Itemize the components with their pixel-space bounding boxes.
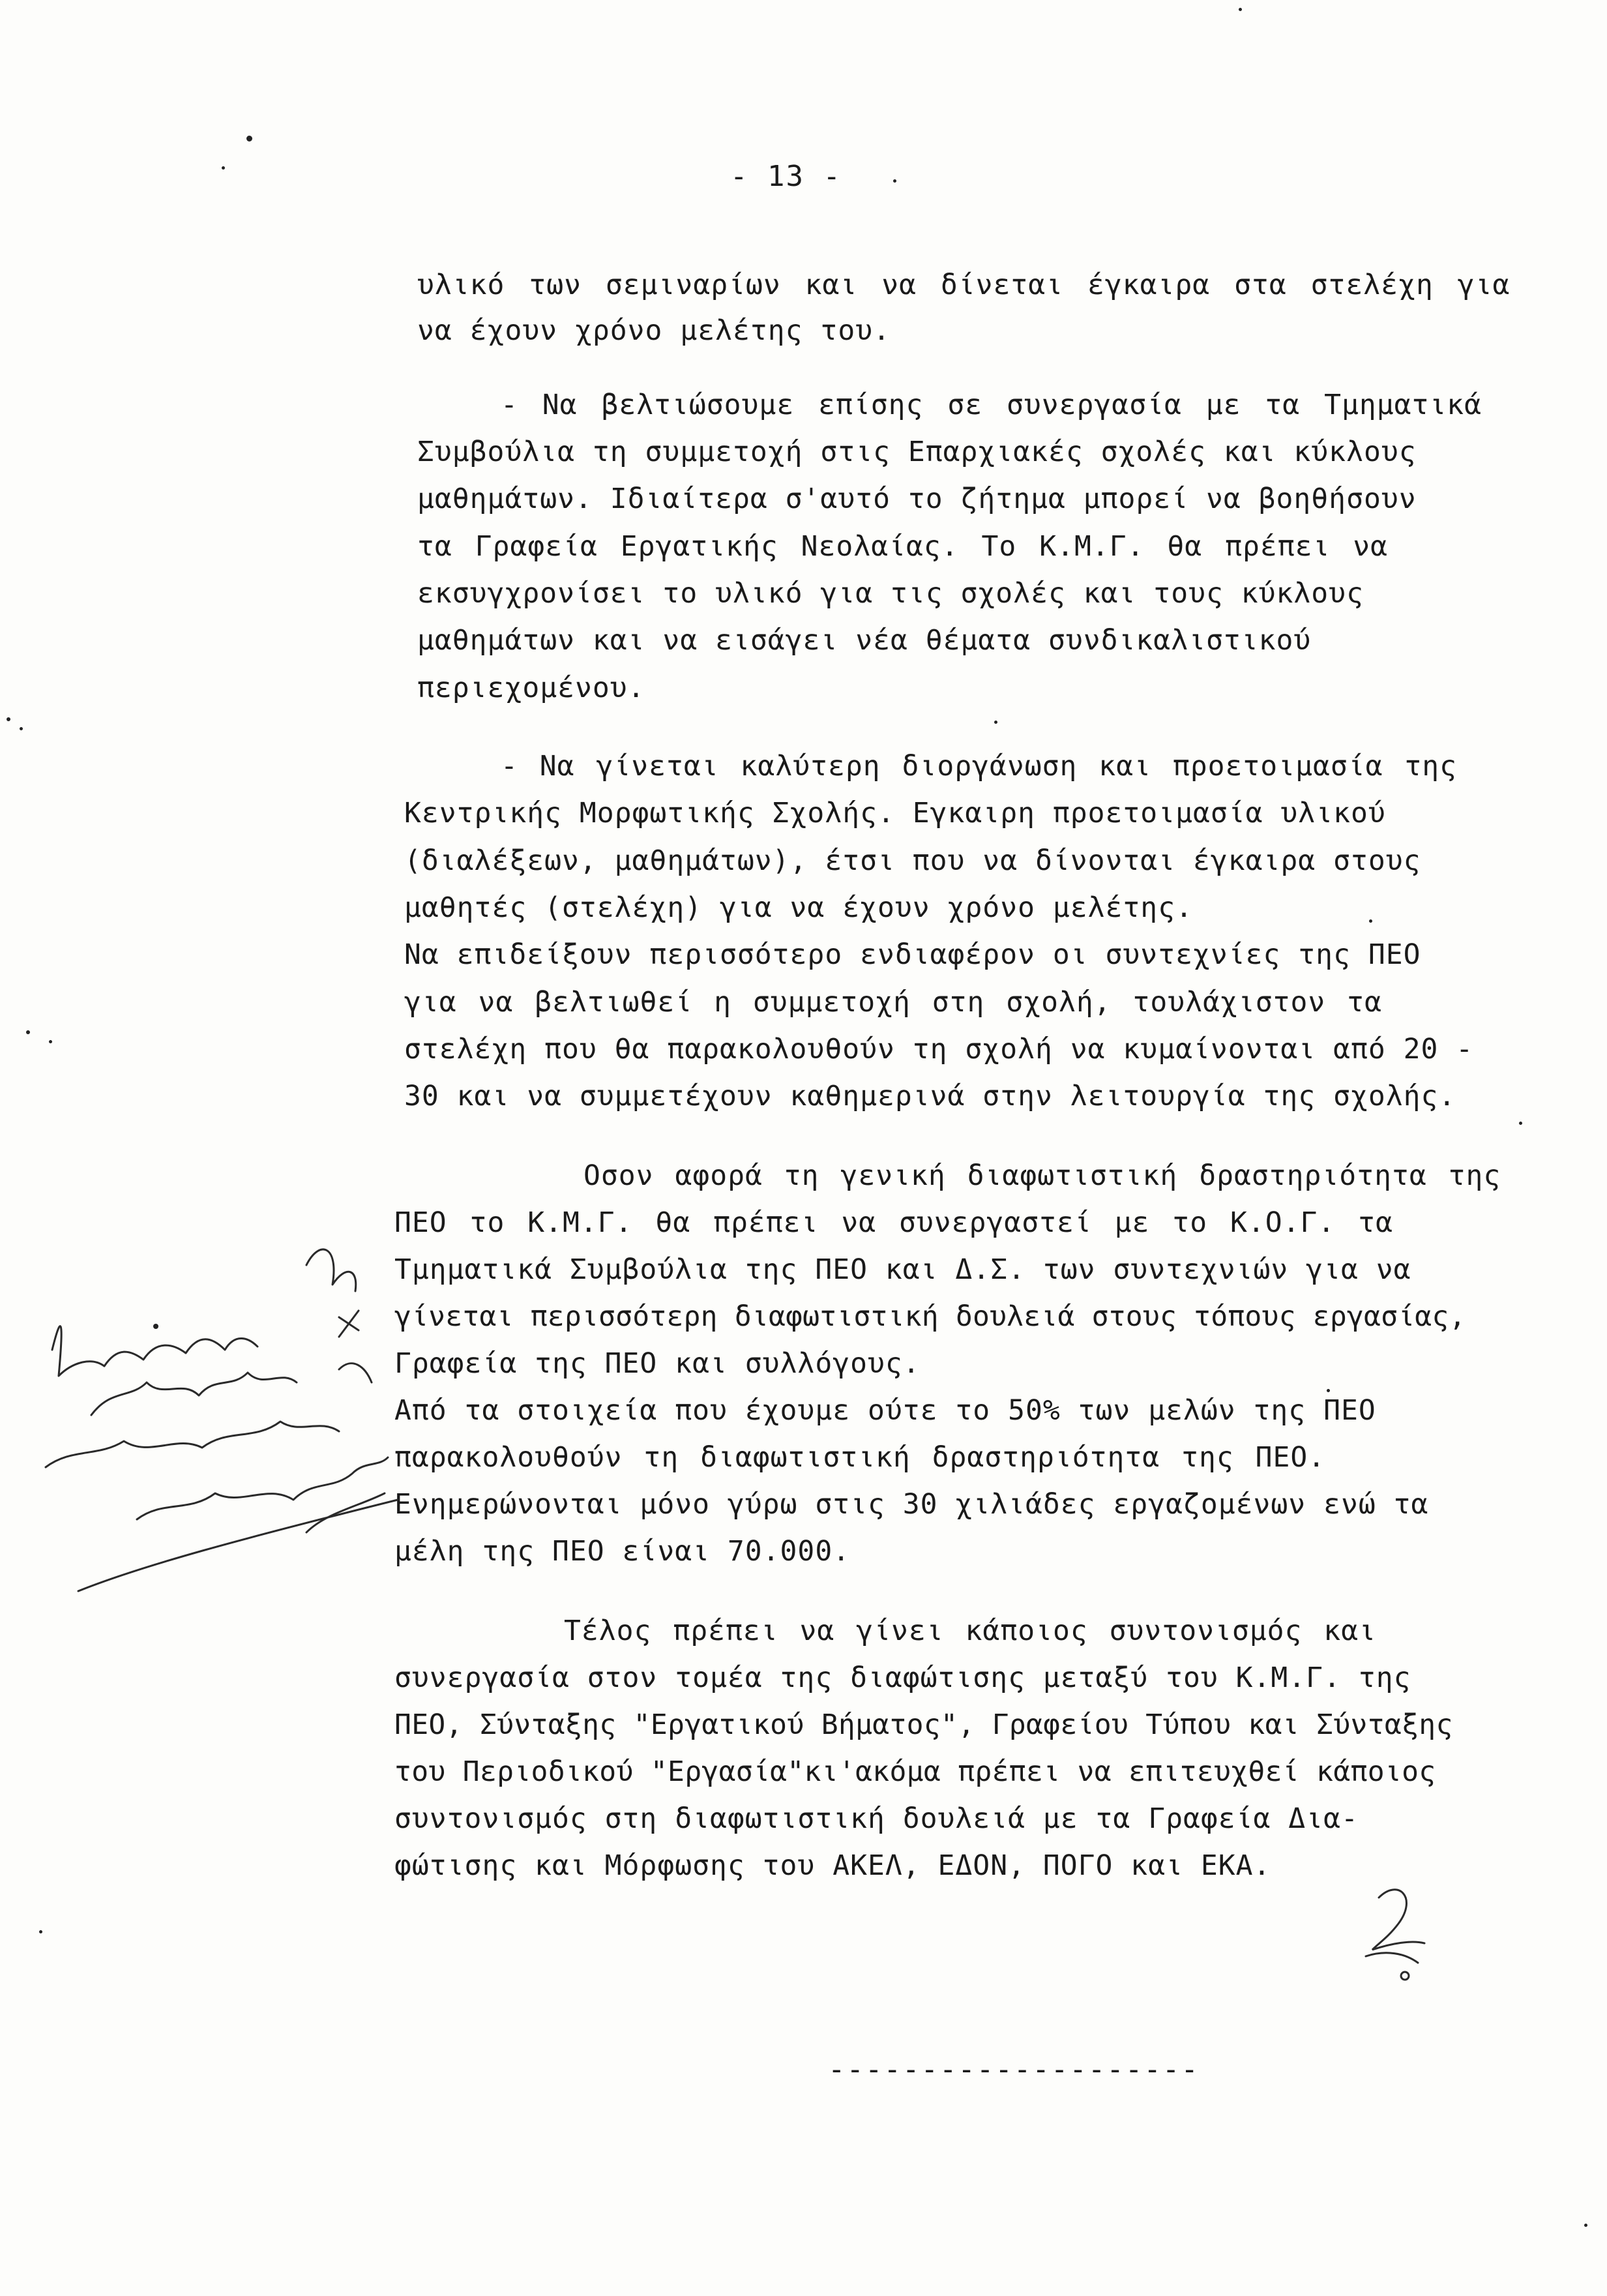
text-line: Οσον αφορά τη γενική διαφωτιστική δραστηριότητα της: [583, 1159, 1501, 1192]
text-line: συνεργασία στον τομέα της διαφώτισης μεταξύ του Κ.Μ.Γ. της: [394, 1662, 1411, 1694]
speck: [49, 1040, 52, 1043]
speck: [994, 721, 997, 724]
text-line: Συμβούλια τη συμμετοχή στις Επαρχιακές σχολές και κύκλους: [417, 436, 1417, 468]
text-line: του Περιοδικού "Εργασία"κι'ακόμα πρέπει να επιτευχθεί κάποιος: [394, 1755, 1436, 1788]
text-line: μαθημάτων και να εισάγει νέα θέματα συνδικαλιστικού: [417, 624, 1312, 657]
speck: [26, 1030, 30, 1034]
text-line: εκσυγχρονίσει το υλικό για τις σχολές και τους κύκλους: [417, 577, 1364, 610]
text-line: ΠΕΟ, Σύνταξης "Εργατικού Βήματος", Γραφείου Τύπου και Σύνταξης: [394, 1708, 1453, 1741]
speck: [1239, 8, 1242, 11]
text-line: μέλη της ΠΕΟ είναι 70.000.: [394, 1535, 851, 1568]
speck: [222, 166, 225, 170]
text-line: Κεντρικής Μορφωτικής Σχολής. Εγκαιρη προετοιμασία υλικού: [404, 797, 1386, 829]
speck: [39, 1930, 42, 1933]
text-line: μαθημάτων. Ιδιαίτερα σ'αυτό το ζήτημα μπορεί να βοηθήσουν: [417, 483, 1417, 515]
text-line: παρακολουθούν τη διαφωτιστική δραστηριότητα της ΠΕΟ.: [394, 1441, 1326, 1474]
text-line: - Να βελτιώσουμε επίσης σε συνεργασία με τα Τμηματικά: [501, 389, 1482, 421]
text-line: Ενημερώνονται μόνο γύρω στις 30 χιλιάδες εργαζομένων ενώ τα: [394, 1488, 1429, 1521]
text-line: περιεχομένου.: [417, 672, 645, 704]
speck: [1584, 2224, 1587, 2227]
handwritten-margin-note: [33, 1226, 417, 1656]
text-line: φώτισης και Μόρφωσης του ΑΚΕΛ, ΕΔΟΝ, ΠΟΓΟ και ΕΚΑ.: [394, 1849, 1271, 1882]
speck: [1369, 919, 1372, 923]
text-line: Να επιδείξουν περισσότερο ενδιαφέρον οι συντεχνίες της ΠΕΟ: [404, 938, 1421, 971]
speck: [1327, 1389, 1330, 1392]
text-line: να έχουν χρόνο μελέτης του.: [417, 314, 891, 347]
handwritten-mark: [1353, 1871, 1431, 1982]
text-line: για να βελτιωθεί η συμμετοχή στη σχολή, τουλάχιστον τα: [404, 986, 1382, 1019]
speck: [1519, 1122, 1522, 1125]
speck: [7, 717, 10, 721]
speck: [153, 1324, 158, 1329]
text-line: (διαλέξεων, μαθημάτων), έτσι που να δίνονται έγκαιρα στους: [404, 844, 1421, 877]
text-line: Τέλος πρέπει να γίνει κάποιος συντονισμός και: [564, 1615, 1376, 1647]
text-line: στελέχη που θα παρακολουθούν τη σχολή να κυμαίνονται από 20 -: [404, 1033, 1474, 1066]
text-line: υλικό των σεμιναρίων και να δίνεται έγκαιρα στα στελέχη για: [417, 269, 1511, 301]
speck: [20, 727, 23, 730]
text-line: γίνεται περισσότερη διαφωτιστική δουλειά στους τόπους εργασίας,: [394, 1300, 1466, 1333]
text-line: Γραφεία της ΠΕΟ και συλλόγους.: [394, 1347, 921, 1380]
speck: [893, 179, 896, 183]
text-line: Από τα στοιχεία που έχουμε ούτε το 50% των μελών της ΠΕΟ: [394, 1394, 1376, 1427]
closing-rule: --------------------: [828, 2053, 1200, 2086]
text-line: τα Γραφεία Εργατικής Νεολαίας. Το Κ.Μ.Γ. θα πρέπει να: [417, 530, 1389, 563]
text-line: 30 και να συμμετέχουν καθημερινά στην λειτουργία της σχολής.: [404, 1080, 1456, 1112]
text-line: ΠΕΟ το Κ.Μ.Γ. θα πρέπει να συνεργαστεί με το Κ.Ο.Γ. τα: [394, 1206, 1393, 1239]
text-line: μαθητές (στελέχη) για να έχουν χρόνο μελέτης.: [404, 891, 1193, 924]
text-line: Τμηματικά Συμβούλια της ΠΕΟ και Δ.Σ. των συντεχνιών για να: [394, 1253, 1411, 1286]
page-number: - 13 -: [730, 160, 842, 193]
speck: [246, 136, 252, 142]
text-line: συντονισμός στη διαφωτιστική δουλειά με τα Γραφεία Δια-: [394, 1802, 1359, 1835]
text-line: - Να γίνεται καλύτερη διοργάνωση και προετοιμασία της: [501, 750, 1458, 783]
